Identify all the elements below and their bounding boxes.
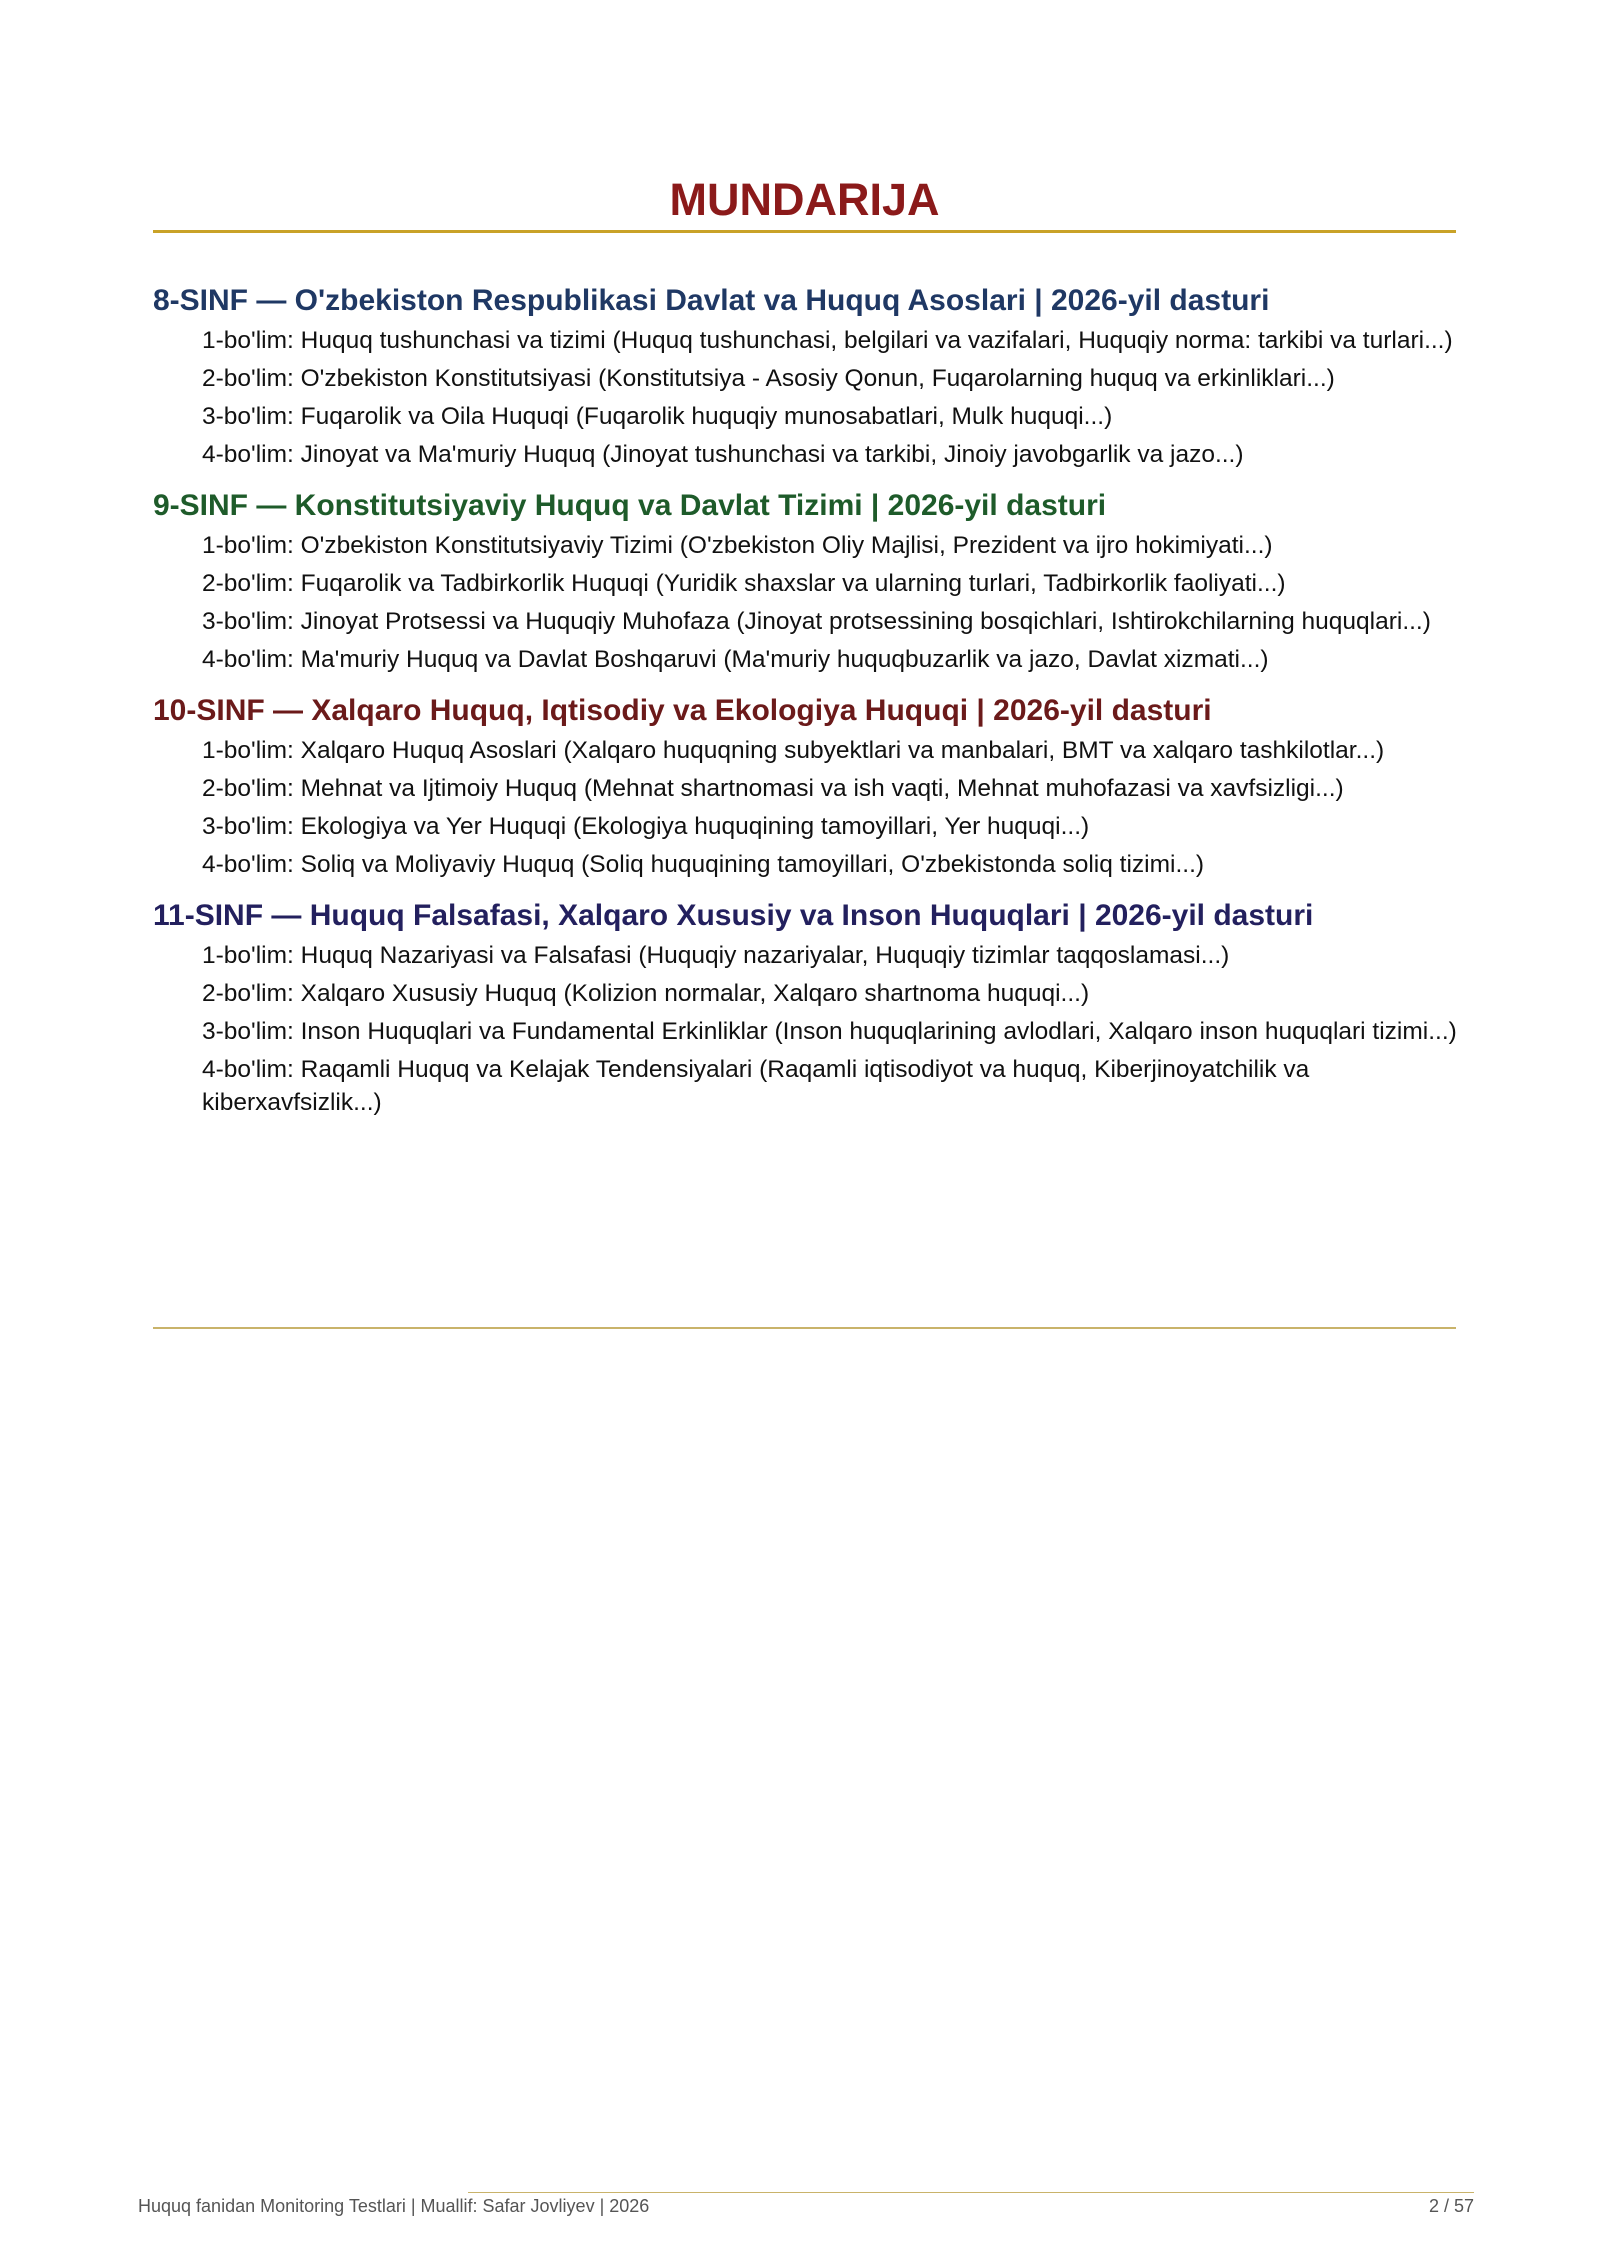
toc-entry[interactable]: 3-bo'lim: Fuqarolik va Oila Huquqi (Fuqarolik huquqiy munosabatlari, Mulk huquqi...) [202, 403, 1113, 430]
toc-entry[interactable]: 3-bo'lim: Jinoyat Protsessi va Huquqiy Muhofaza (Jinoyat protsessining bosqichlari, Ishtirokchilarning huquqlari...) [202, 608, 1431, 635]
toc-entry[interactable]: 1-bo'lim: Huquq Nazariyasi va Falsafasi (Huquqiy nazariyalar, Huquqiy tizimlar taqqoslamasi...) [202, 942, 1230, 969]
section-heading[interactable]: 10-SINF — Xalqaro Huquq, Iqtisodiy va Ekologiya Huquqi | 2026-yil dasturi [153, 694, 1212, 727]
section-heading[interactable]: 11-SINF — Huquq Falsafasi, Xalqaro Xususiy va Inson Huquqlari | 2026-yil dasturi [153, 899, 1314, 932]
toc-entry[interactable]: 1-bo'lim: Huquq tushunchasi va tizimi (Huquq tushunchasi, belgilari va vazifalari, Huquqiy norma: tarkibi va turlari...) [202, 327, 1453, 354]
section-item-list [153, 939, 1463, 1119]
section-heading[interactable]: 9-SINF — Konstitutsiyaviy Huquq va Davlat Tizimi | 2026-yil dasturi [153, 489, 1107, 522]
section-item-list [153, 324, 1463, 471]
toc-entry[interactable]: 3-bo'lim: Inson Huquqlari va Fundamental Erkinliklar (Inson huquqlarining avlodlari, Xalqaro inson huquqlari tizimi...) [202, 1018, 1457, 1045]
footer-text: Huquq fanidan Monitoring Testlari | Muallif: Safar Jovliyev | 2026 [138, 2196, 650, 2216]
toc-entry[interactable]: 2-bo'lim: Xalqaro Xususiy Huquq (Kolizion normalar, Xalqaro shartnoma huquqi...) [202, 980, 1090, 1007]
toc-entry[interactable]: 2-bo'lim: Mehnat va Ijtimoiy Huquq (Mehnat shartnomasi va ish vaqti, Mehnat muhofazasi va xavfsizligi...) [202, 775, 1344, 802]
toc-section [153, 895, 1463, 1119]
page-number: 2 / 57 [1428, 2196, 1474, 2216]
page-title: MUNDARIJA [669, 174, 940, 225]
toc-end-divider [153, 1327, 1456, 1329]
toc-entry[interactable]: 4-bo'lim: Jinoyat va Ma'muriy Huquq (Jinoyat tushunchasi va tarkibi, Jinoiy javobgarlik va jazo...) [202, 441, 1244, 468]
table-of-contents [153, 280, 1463, 1133]
footer-divider [468, 2192, 1474, 2193]
toc-entry[interactable]: 4-bo'lim: Ma'muriy Huquq va Davlat Boshqaruvi (Ma'muriy huquqbuzarlik va jazo, Davlat xizmati...) [202, 646, 1269, 673]
section-item-list [153, 734, 1463, 881]
toc-section [153, 485, 1463, 676]
toc-entry[interactable]: 2-bo'lim: O'zbekiston Konstitutsiyasi (Konstitutsiya - Asosiy Qonun, Fuqarolarning huquq va erkinliklari...) [202, 365, 1335, 392]
section-heading[interactable]: 8-SINF — O'zbekiston Respublikasi Davlat va Huquq Asoslari | 2026-yil dasturi [153, 284, 1270, 317]
section-item-list [153, 529, 1463, 676]
toc-section [153, 690, 1463, 881]
toc-entry[interactable]: 4-bo'lim: Raqamli Huquq va Kelajak Tendensiyalari (Raqamli iqtisodiyot va huquq, Kiberjinoyatchilik va kiberxavfsizlik...) [202, 1056, 1310, 1116]
toc-entry[interactable]: 1-bo'lim: Xalqaro Huquq Asoslari (Xalqaro huquqning subyektlari va manbalari, BMT va xalqaro tashkilotlar...) [202, 737, 1385, 764]
toc-entry[interactable]: 4-bo'lim: Soliq va Moliyaviy Huquq (Soliq huquqining tamoyillari, O'zbekistonda soliq tizimi...) [202, 851, 1205, 878]
toc-entry[interactable]: 1-bo'lim: O'zbekiston Konstitutsiyaviy Tizimi (O'zbekiston Oliy Majlisi, Prezident va ijro hokimiyati...) [202, 532, 1273, 559]
toc-section [153, 280, 1463, 471]
title-divider [153, 230, 1456, 233]
toc-entry[interactable]: 3-bo'lim: Ekologiya va Yer Huquqi (Ekologiya huquqining tamoyillari, Yer huquqi...) [202, 813, 1090, 840]
toc-entry[interactable]: 2-bo'lim: Fuqarolik va Tadbirkorlik Huquqi (Yuridik shaxslar va ularning turlari, Tadbirkorlik faoliyati...) [202, 570, 1286, 597]
